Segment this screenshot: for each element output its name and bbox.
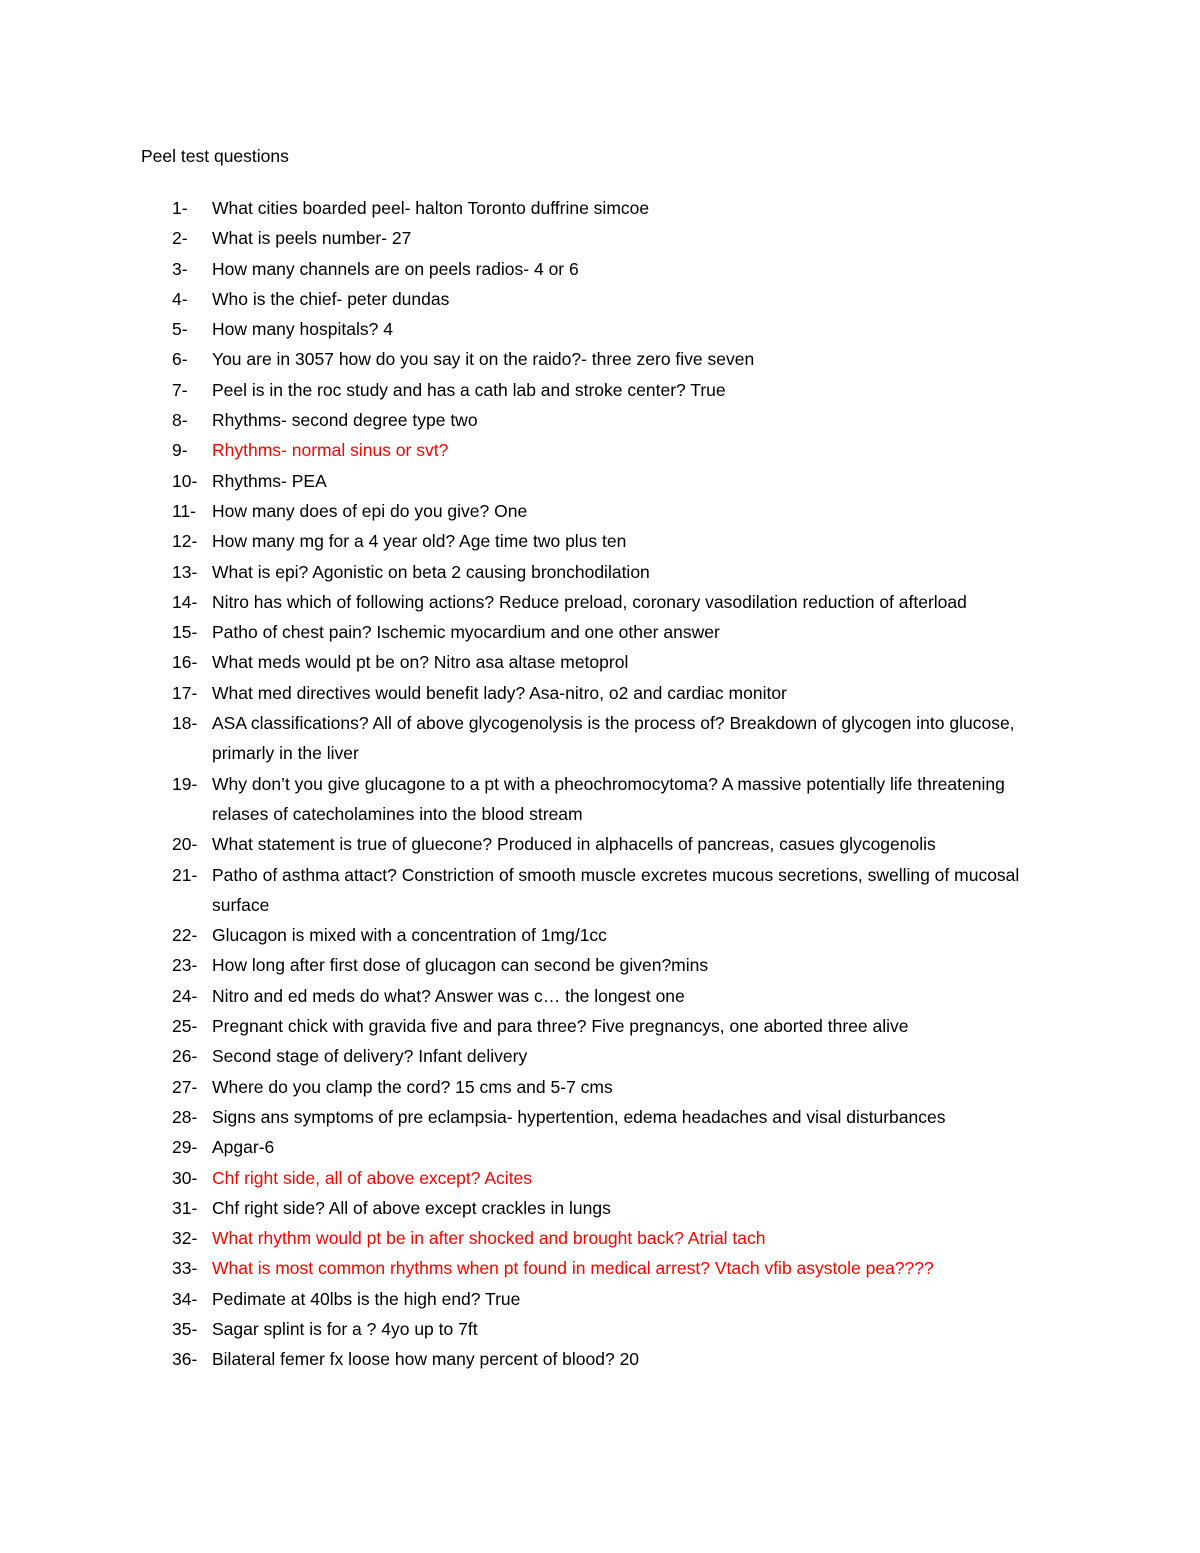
- question-number: 15-: [172, 622, 198, 643]
- question-number: 28-: [172, 1106, 198, 1127]
- question-number: 2-: [172, 228, 188, 249]
- question-text: How many does of epi do you give? One: [212, 500, 528, 521]
- question-text: What statement is true of gluecone? Produced in alphacells of pancreas, casues glycogenolis: [212, 834, 936, 855]
- question-item: [0, 557, 1200, 587]
- question-text: Signs ans symptoms of pre eclampsia- hypertention, edema headaches and visal disturbances: [212, 1106, 946, 1127]
- document-title: Peel test questions: [141, 146, 289, 166]
- question-text: Chf right side, all of above except? Acites: [212, 1167, 533, 1188]
- question-number: 36-: [172, 1349, 198, 1370]
- question-number: 27-: [172, 1076, 198, 1097]
- question-text: Nitro has which of following actions? Reduce preload, coronary vasodilation reduction of afterload: [212, 591, 967, 612]
- question-item: [0, 678, 1200, 708]
- question-text: Bilateral femer fx loose how many percent of blood? 20: [212, 1349, 640, 1370]
- question-item: [0, 587, 1200, 617]
- question-item: [0, 466, 1200, 496]
- question-number: 8-: [172, 410, 188, 431]
- question-item: [0, 708, 1200, 769]
- question-number: 23-: [172, 955, 198, 976]
- question-text: How long after first dose of glucagon can second be given?mins: [212, 955, 709, 976]
- question-number: 24-: [172, 985, 198, 1006]
- question-number: 14-: [172, 591, 198, 612]
- question-text: Nitro and ed meds do what? Answer was c… the longest one: [212, 985, 685, 1006]
- question-text: How many hospitals? 4: [212, 319, 393, 340]
- question-number: 25-: [172, 1016, 198, 1037]
- question-item: [0, 1041, 1200, 1071]
- question-number: 34-: [172, 1288, 198, 1309]
- question-number: 13-: [172, 561, 198, 582]
- question-number: 35-: [172, 1318, 198, 1339]
- question-text: What is peels number- 27: [212, 228, 412, 249]
- question-item: [0, 284, 1200, 314]
- question-text: Apgar-6: [212, 1137, 275, 1158]
- question-item: [0, 647, 1200, 677]
- question-number: 18-: [172, 713, 198, 734]
- question-number: 16-: [172, 652, 198, 673]
- question-text: Patho of asthma attact? Constriction of smooth muscle excretes mucous secretions, swelling of mucosal surface: [212, 864, 1020, 915]
- question-text: Pedimate at 40lbs is the high end? True: [212, 1288, 521, 1309]
- question-text: ASA classifications? All of above glycogenolysis is the process of? Breakdown of glycogen into glucose, primarly in the liver: [212, 713, 1015, 764]
- question-number: 4-: [172, 288, 188, 309]
- question-item: [0, 526, 1200, 556]
- question-number: 9-: [172, 440, 188, 461]
- question-item: [0, 769, 1200, 830]
- question-item: [0, 496, 1200, 526]
- question-item: [0, 1314, 1200, 1344]
- question-item: [0, 1284, 1200, 1314]
- question-text: Glucagon is mixed with a concentration of 1mg/1cc: [212, 925, 607, 946]
- question-item: [0, 1102, 1200, 1132]
- question-text: Rhythms- PEA: [212, 470, 327, 491]
- question-text: How many channels are on peels radios- 4 or 6: [212, 258, 579, 279]
- question-item: [0, 1253, 1200, 1283]
- question-item: [0, 254, 1200, 284]
- question-number: 26-: [172, 1046, 198, 1067]
- question-item: [0, 950, 1200, 980]
- question-text: What meds would pt be on? Nitro asa altase metoprol: [212, 652, 629, 673]
- question-item: [0, 1132, 1200, 1162]
- question-text: What is epi? Agonistic on beta 2 causing bronchodilation: [212, 561, 650, 582]
- question-number: 29-: [172, 1137, 198, 1158]
- question-item: [0, 344, 1200, 374]
- question-text: Rhythms- second degree type two: [212, 410, 478, 431]
- question-text: Second stage of delivery? Infant delivery: [212, 1046, 528, 1067]
- question-item: [0, 1223, 1200, 1253]
- question-number: 5-: [172, 319, 188, 340]
- question-item: [0, 193, 1200, 223]
- question-number: 10-: [172, 470, 198, 491]
- question-text: How many mg for a 4 year old? Age time two plus ten: [212, 531, 627, 552]
- question-item: [0, 1072, 1200, 1102]
- question-text: Chf right side? All of above except crackles in lungs: [212, 1197, 611, 1218]
- question-number: 7-: [172, 379, 188, 400]
- question-number: 6-: [172, 349, 188, 370]
- question-number: 21-: [172, 864, 198, 885]
- question-number: 12-: [172, 531, 198, 552]
- question-number: 32-: [172, 1228, 198, 1249]
- question-number: 3-: [172, 258, 188, 279]
- question-item: [0, 405, 1200, 435]
- question-item: [0, 1163, 1200, 1193]
- question-item: [0, 435, 1200, 465]
- question-text: Rhythms- normal sinus or svt?: [212, 440, 449, 461]
- question-text: Sagar splint is for a ? 4yo up to 7ft: [212, 1318, 478, 1339]
- question-text: What cities boarded peel- halton Toronto duffrine simcoe: [212, 198, 650, 218]
- question-number: 33-: [172, 1258, 198, 1279]
- question-text: Who is the chief- peter dundas: [212, 288, 450, 309]
- question-list: [0, 193, 1200, 1375]
- question-item: [0, 860, 1200, 921]
- question-number: 11-: [172, 500, 196, 521]
- question-number: 1-: [172, 198, 188, 218]
- question-number: 19-: [172, 773, 198, 794]
- question-item: [0, 1193, 1200, 1223]
- question-item: [0, 617, 1200, 647]
- question-text: Pregnant chick with gravida five and para three? Five pregnancys, one aborted three alive: [212, 1016, 909, 1037]
- question-number: 30-: [172, 1167, 198, 1188]
- question-text: Why don’t you give glucagone to a pt with a pheochromocytoma? A massive potentially life threatening relases of catecholamines into the blood stream: [212, 773, 1005, 824]
- question-text: Patho of chest pain? Ischemic myocardium and one other answer: [212, 622, 720, 643]
- question-text: Where do you clamp the cord? 15 cms and 5-7 cms: [212, 1076, 613, 1097]
- question-text: You are in 3057 how do you say it on the raido?- three zero five seven: [212, 349, 755, 370]
- question-item: [0, 829, 1200, 859]
- question-text: Peel is in the roc study and has a cath lab and stroke center? True: [212, 379, 726, 400]
- question-item: [0, 223, 1200, 253]
- question-item: [0, 981, 1200, 1011]
- question-number: 31-: [172, 1197, 198, 1218]
- question-item: [0, 1344, 1200, 1374]
- question-item: [0, 1011, 1200, 1041]
- question-number: 22-: [172, 925, 198, 946]
- question-item: [0, 920, 1200, 950]
- question-number: 17-: [172, 682, 198, 703]
- question-text: What rhythm would pt be in after shocked and brought back? Atrial tach: [212, 1228, 766, 1249]
- question-text: What is most common rhythms when pt found in medical arrest? Vtach vfib asystole pea????: [212, 1258, 934, 1279]
- question-item: [0, 375, 1200, 405]
- question-text: What med directives would benefit lady? Asa-nitro, o2 and cardiac monitor: [212, 682, 787, 703]
- question-number: 20-: [172, 834, 198, 855]
- question-item: [0, 314, 1200, 344]
